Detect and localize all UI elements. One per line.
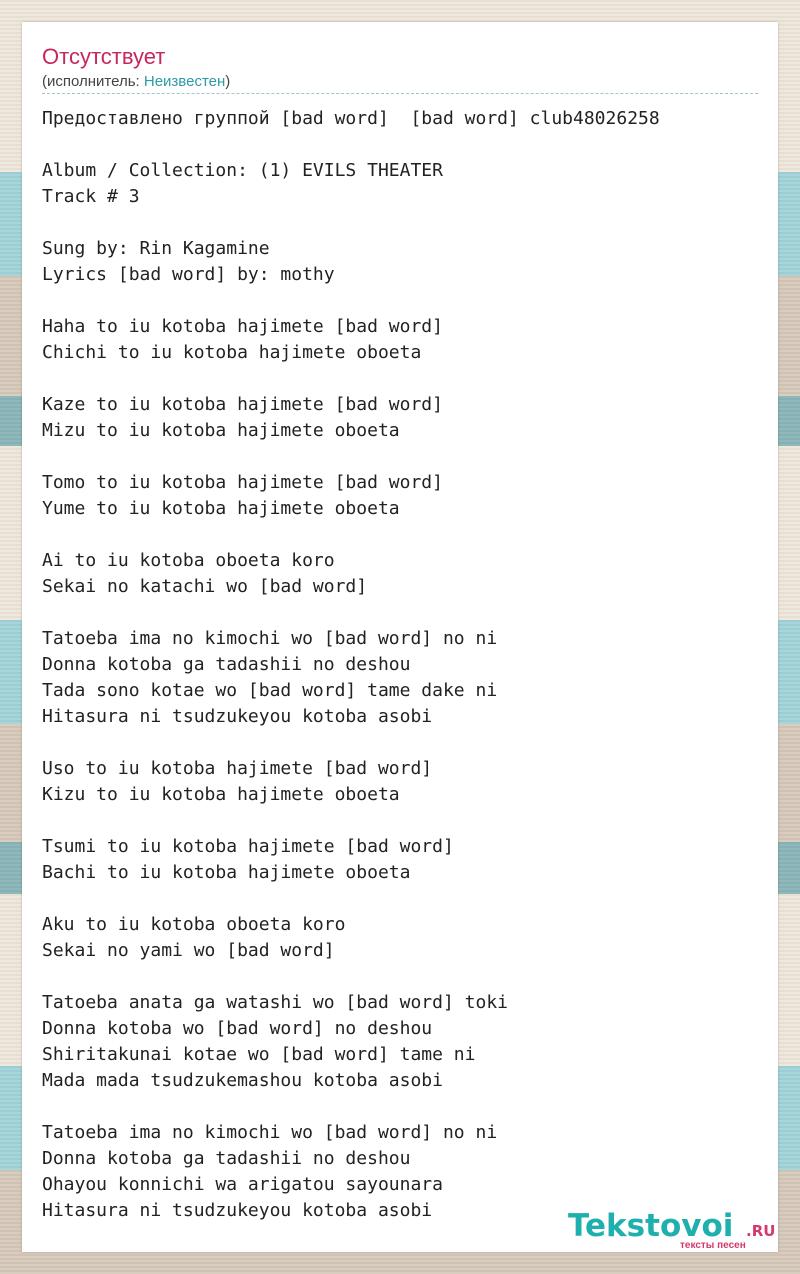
artist-line [42, 73, 230, 90]
lyric-line: Donna kotoba ga tadashii no deshou [42, 654, 411, 675]
lyric-line: Sekai no katachi wo [bad word] [42, 576, 368, 597]
lyric-line: Ai to iu kotoba oboeta koro [42, 550, 335, 571]
artist-suffix: ) [225, 73, 231, 90]
lyric-line: Sung by: Rin Kagamine [42, 238, 270, 259]
logo-tld: .RU [746, 1222, 776, 1240]
title-divider [42, 93, 758, 94]
site-logo[interactable] [568, 1208, 778, 1252]
lyric-line: Tada sono kotae wo [bad word] tame dake ni [42, 680, 498, 701]
lyric-line: Tatoeba ima no kimochi wo [bad word] no ni [42, 628, 498, 649]
lyric-line: Tsumi to iu kotoba hajimete [bad word] [42, 836, 454, 857]
lyric-line: Tomo to iu kotoba hajimete [bad word] [42, 472, 443, 493]
lyric-line: Haha to iu kotoba hajimete [bad word] [42, 316, 443, 337]
lyric-line: Kizu to iu kotoba hajimete oboeta [42, 784, 400, 805]
lyric-line: Mizu to iu kotoba hajimete oboeta [42, 420, 400, 441]
lyric-line: Album / Collection: (1) EVILS THEATER [42, 160, 443, 181]
lyric-line: Aku to iu kotoba oboeta koro [42, 914, 346, 935]
lyric-line: Track # 3 [42, 186, 140, 207]
lyric-line: Kaze to iu kotoba hajimete [bad word] [42, 394, 443, 415]
lyric-line: Tatoeba anata ga watashi wo [bad word] toki [42, 992, 508, 1013]
lyric-line: Donna kotoba ga tadashii no deshou [42, 1148, 411, 1169]
lyric-line: Shiritakunai kotae wo [bad word] tame ni [42, 1044, 476, 1065]
lyric-line: Mada mada tsudzukemashou kotoba asobi [42, 1070, 443, 1091]
lyric-line: Sekai no yami wo [bad word] [42, 940, 335, 961]
lyrics-card [22, 22, 778, 1252]
lyric-line: Предоставлено группой [bad word] [bad word] club48026258 [42, 108, 660, 129]
lyric-line: Donna kotoba wo [bad word] no deshou [42, 1018, 433, 1039]
song-title: Отсутствует [42, 44, 166, 69]
artist-prefix: (исполнитель: [42, 73, 144, 90]
lyric-line: Yume to iu kotoba hajimete oboeta [42, 498, 400, 519]
artist-link[interactable]: Неизвестен [143, 73, 226, 90]
logo-tagline: тексты песен [680, 1240, 746, 1251]
lyric-line: Hitasura ni tsudzukeyou kotoba asobi [42, 1200, 433, 1221]
lyric-line: Tatoeba ima no kimochi wo [bad word] no ni [42, 1122, 498, 1143]
lyric-line: Ohayou konnichi wa arigatou sayounara [42, 1174, 443, 1195]
lyric-line: Hitasura ni tsudzukeyou kotoba asobi [42, 706, 433, 727]
lyric-line: Chichi to iu kotoba hajimete oboeta [42, 342, 422, 363]
lyric-line: Uso to iu kotoba hajimete [bad word] [42, 758, 433, 779]
lyric-line: Lyrics [bad word] by: mothy [42, 264, 335, 285]
logo-wordmark: Tekstovoi [568, 1208, 734, 1244]
lyric-line: Bachi to iu kotoba hajimete oboeta [42, 862, 411, 883]
lyrics-text [42, 106, 758, 1224]
